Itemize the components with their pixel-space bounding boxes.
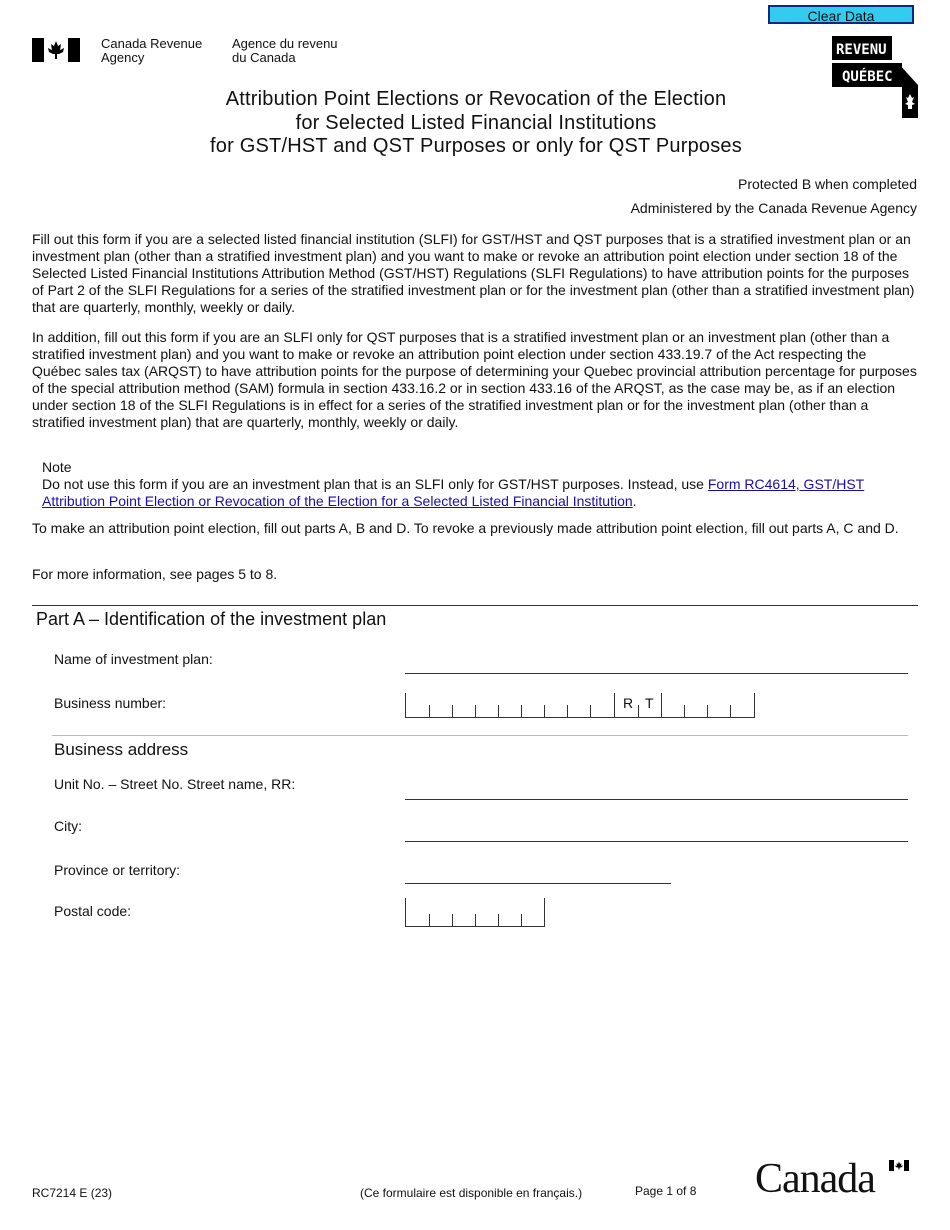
business-number-label: Business number:: [54, 695, 167, 711]
postal-code-label: Postal code:: [54, 903, 132, 919]
gov-name-fr-line2: du Canada: [232, 50, 296, 65]
street-input[interactable]: [405, 799, 908, 800]
part-a-rule: [32, 605, 918, 606]
wordmark-flag-icon: [889, 1160, 909, 1171]
gov-name-fr-line1: Agence du revenu: [232, 36, 338, 51]
form-title: [120, 88, 832, 159]
bn-tick: [567, 705, 568, 717]
bn-tick: [730, 705, 731, 717]
bn-rt-divider: [614, 693, 615, 717]
instructions-paragraph: To make an attribution point election, fill out parts A, B and D. To revoke a previously made attribution point election, fill out parts A, C and D.: [32, 520, 899, 536]
bn-tick: [707, 705, 708, 717]
administered-by-label: Administered by the Canada Revenue Agency: [630, 200, 917, 216]
plan-name-input[interactable]: [405, 673, 908, 674]
canada-wordmark-text: Canada: [755, 1156, 875, 1202]
postal-tick: [452, 914, 453, 926]
bn-tick: [475, 705, 476, 717]
postal-tick: [475, 914, 476, 926]
form-rc4614-link[interactable]: Form RC4614, GST/HST Attribution Point Election or Revocation of the Election for a Selected Listed Financial Institution: [42, 476, 865, 509]
bn-rt-t: T: [645, 695, 654, 711]
revenu-quebec-logo: [832, 36, 918, 118]
postal-tick: [429, 914, 430, 926]
city-input[interactable]: [405, 841, 908, 842]
gov-name-fr: [232, 37, 338, 65]
form-title-line1: Attribution Point Elections or Revocation of the Election: [225, 88, 727, 110]
business-address-rule: [52, 735, 908, 736]
intro-paragraph-1: Fill out this form if you are a selected listed financial institution (SLFI) for GST/HST and QST purposes that is a stratified investment plan or an investment plan (other than a stratified investment plan) and you want to make or revoke an attribution point election under section 18 of the Selected Listed Financial Institutions Attribution Method (GST/HST) Regulations (SLFI Regulations) to have attribution points for the purposes of Part 2 of the SLFI Regulations for a series of the stratified investment plan or for the investment plan (other than a stratified investment plan) that are quarterly, monthly, weekly or daily.: [32, 231, 915, 315]
intro-paragraph-2: In addition, fill out this form if you are an SLFI only for QST purposes that is a stratified investment plan or an investment plan (other than a stratified investment plan) and you want to make or revoke an attribution point election under section 433.19.7 of the Act respecting the Québec sales tax (ARQST) to have attribution points for the purpose of determining your Quebec provincial attribution percentage for purposes of the special attribution method (SAM) formula in section 433.16.2 or in section 433.16 of the ARQST, as the case may be, as if an election under section 18 of the SLFI Regulations is in effect for a series of the stratified investment plan or for the investment plan (other than a stratified investment plan) that are quarterly, monthly, weekly or daily.: [32, 329, 917, 430]
bn-tick: [498, 705, 499, 717]
protected-b-label: Protected B when completed: [738, 176, 917, 192]
rq-logo-line1: REVENU: [836, 42, 887, 58]
form-title-line3: for GST/HST and QST Purposes or only for QST Purposes: [210, 135, 742, 157]
city-label: City:: [54, 818, 82, 834]
canada-flag-icon: [32, 38, 80, 62]
note-text-after: .: [632, 493, 637, 509]
rq-logo-line2: QUÉBEC: [842, 69, 893, 85]
note-text: [42, 476, 912, 510]
bn-tick: [684, 705, 685, 717]
postal-tick: [521, 914, 522, 926]
bn-rt-divider: [661, 693, 662, 717]
bn-tick: [452, 705, 453, 717]
gov-name-en: [101, 37, 202, 65]
more-info-paragraph: For more information, see pages 5 to 8.: [32, 566, 278, 582]
note-heading: Note: [42, 459, 72, 475]
province-label: Province or territory:: [54, 862, 181, 878]
note-text-before: Do not use this form if you are an investment plan that is an SLFI only for GST/HST purposes. Instead, use: [42, 476, 708, 492]
note-block: [42, 459, 912, 510]
bn-tick: [590, 705, 591, 717]
bn-rt-r: R: [623, 695, 634, 711]
plan-name-label: Name of investment plan:: [54, 651, 213, 667]
province-input[interactable]: [405, 883, 671, 884]
clear-data-button[interactable]: Clear Data: [768, 5, 914, 24]
page-number: Page 1 of 8: [635, 1184, 697, 1198]
part-a-title: Part A – Identification of the investment plan: [36, 609, 387, 629]
business-address-title: Business address: [54, 740, 189, 759]
bn-tick: [638, 705, 639, 717]
french-availability: (Ce formulaire est disponible en français.): [360, 1186, 583, 1200]
canada-wordmark: [755, 1158, 875, 1200]
postal-code-input[interactable]: [405, 898, 545, 927]
bn-tick: [521, 705, 522, 717]
bn-tick: [544, 705, 545, 717]
form-title-line2: for Selected Listed Financial Institutions: [295, 111, 657, 134]
business-number-input[interactable]: [405, 693, 755, 718]
street-label: Unit No. – Street No. Street name, RR:: [54, 776, 296, 792]
form-id: RC7214 E (23): [32, 1186, 113, 1200]
gov-name-en-line1: Canada Revenue: [101, 36, 203, 51]
postal-tick: [498, 914, 499, 926]
gov-name-en-line2: Agency: [101, 50, 145, 65]
bn-tick: [429, 705, 430, 717]
